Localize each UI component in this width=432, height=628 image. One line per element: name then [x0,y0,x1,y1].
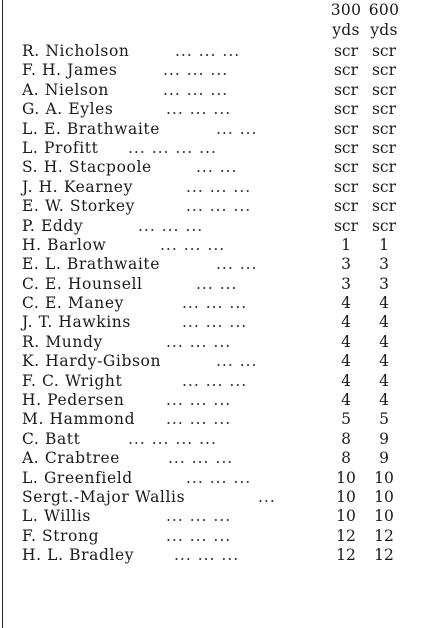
table-row [0,469,432,488]
score-300-yds: 8 [341,429,351,448]
score-300-yds: scr [333,138,359,157]
score-300-yds: scr [333,197,359,216]
competitor-name: H. L. Bradley [22,546,135,565]
leader-dots: ... ... ... [182,371,248,390]
score-600-yds: scr [371,138,397,157]
score-300-yds: 10 [336,507,356,526]
score-600-yds: 4 [379,371,389,390]
table-row [0,488,432,507]
table-row [0,61,432,80]
leader-dots: ... ... ... [163,80,229,99]
leader-dots: ... ... ... ... [128,429,217,448]
leader-dots: ... ... ... [186,468,252,487]
score-600-yds: 12 [374,526,394,545]
competitor-name: E. L. Brathwaite [22,255,161,274]
score-300-yds: 4 [341,294,351,313]
leader-dots: ... ... ... [182,294,248,313]
score-300-yds: 3 [341,274,351,293]
table-row [0,178,432,197]
competitor-name: F. C. Wright [22,371,123,390]
score-300-yds: 4 [341,371,351,390]
table-row [0,197,432,216]
competitor-name: F. H. James [22,61,118,80]
leader-dots: ... ... ... ... [128,138,217,157]
score-600-yds: scr [371,216,397,235]
leader-dots: ... ... ... [166,410,232,429]
competitor-name: J. T. Hawkins [22,313,131,332]
score-600-yds: scr [371,42,397,60]
score-300-yds: 3 [341,255,351,274]
table-row [0,120,432,139]
table-row [0,372,432,391]
score-300-yds: 4 [341,391,351,410]
table-row [0,100,432,119]
leader-dots: ... ... ... [163,61,229,80]
competitor-name: M. Hammond [22,410,136,429]
leader-dots: ... ... ... [166,391,232,410]
score-300-yds: 12 [336,546,356,565]
competitor-name: A. Nielson [22,80,109,99]
competitor-name: L. Willis [22,507,91,526]
score-300-yds: scr [333,100,359,119]
competitor-name: A. Crabtree [22,449,121,468]
score-600-yds: 4 [379,294,389,313]
score-300-yds: scr [333,42,359,60]
leader-dots: ... ... ... [186,177,252,196]
table-row [0,42,432,61]
table-row [0,449,432,468]
score-300-yds: 4 [341,352,351,371]
score-600-yds: 5 [379,410,389,429]
score-600-yds: 4 [379,332,389,351]
score-600-yds: 10 [374,507,394,526]
score-300-yds: scr [333,80,359,99]
score-300-yds: 10 [336,468,356,487]
table-row [0,217,432,236]
leader-dots: ... ... ... [182,313,248,332]
score-300-yds: 12 [336,526,356,545]
leader-dots: ... ... ... [175,42,241,60]
competitor-name: J. H. Kearney [22,177,133,196]
leader-dots: ... ... [196,274,238,293]
table-row [0,527,432,546]
table-row [0,255,432,274]
table-row [0,352,432,371]
leader-dots: ... ... ... [138,216,204,235]
leader-dots: ... ... ... [166,332,232,351]
table-row [0,81,432,100]
competitor-name: Sergt.-Major Wallis [22,487,186,506]
leader-dots: ... ... [216,119,258,138]
table-row [0,294,432,313]
score-300-yds: 1 [341,235,351,254]
score-600-yds: 3 [379,255,389,274]
score-600-yds: 9 [379,429,389,448]
leader-dots: ... [258,487,276,506]
leader-dots: ... ... ... [174,546,240,565]
competitor-name: K. Hardy-Gibson [22,352,162,371]
score-600-yds: 4 [379,313,389,332]
header-300-number: 300 [330,1,362,19]
competitor-name: L. Greenfield [22,468,133,487]
score-300-yds: scr [333,158,359,177]
leader-dots: ... ... [216,352,258,371]
table-row [0,507,432,526]
header-600-number: 600 [368,1,400,19]
score-600-yds: scr [371,61,397,80]
competitor-name: F. Strong [22,526,100,545]
leader-dots: ... ... ... [166,507,232,526]
header-600-yds [364,0,404,40]
table-row [0,139,432,158]
score-600-yds: scr [371,197,397,216]
score-300-yds: scr [333,119,359,138]
table-row [0,158,432,177]
leader-dots: ... ... ... [166,526,232,545]
table-row [0,333,432,352]
competitor-name: L. E. Brathwaite [22,119,161,138]
score-600-yds: 10 [374,468,394,487]
score-600-yds: scr [371,158,397,177]
score-600-yds: 10 [374,487,394,506]
leader-dots: ... ... ... [160,235,226,254]
header-300-unit: yds [332,21,360,39]
score-300-yds: 5 [341,410,351,429]
table-row [0,546,432,565]
score-300-yds: 4 [341,332,351,351]
table-row [0,391,432,410]
table-row [0,313,432,332]
score-300-yds: 10 [336,487,356,506]
competitor-name: P. Eddy [22,216,84,235]
score-300-yds: scr [333,61,359,80]
score-600-yds: 9 [379,449,389,468]
competitor-name: H. Barlow [22,235,107,254]
score-600-yds: 4 [379,352,389,371]
table-row [0,236,432,255]
competitor-name: R. Mundy [22,332,103,351]
leader-dots: ... ... ... [168,449,234,468]
leader-dots: ... ... ... [166,100,232,119]
score-600-yds: 4 [379,391,389,410]
table-row [0,275,432,294]
leader-dots: ... ... [196,158,238,177]
competitor-name: E. W. Storkey [22,197,135,216]
competitor-name: G. A. Eyles [22,100,114,119]
score-300-yds: scr [333,177,359,196]
score-600-yds: 1 [379,235,389,254]
score-600-yds: 3 [379,274,389,293]
competitor-name: H. Pedersen [22,391,125,410]
score-600-yds: 12 [374,546,394,565]
score-600-yds: scr [371,100,397,119]
score-600-yds: scr [371,80,397,99]
score-300-yds: scr [333,216,359,235]
competitor-name: S. H. Stacpoole [22,158,152,177]
score-600-yds: scr [371,177,397,196]
header-600-unit: yds [370,21,398,39]
score-300-yds: 8 [341,449,351,468]
leader-dots: ... ... [216,255,258,274]
table-row [0,410,432,429]
score-rows [0,42,432,566]
competitor-name: R. Nicholson [22,42,130,60]
competitor-name: C. Batt [22,429,81,448]
competitor-name: L. Profitt [22,138,99,157]
leader-dots: ... ... ... [186,197,252,216]
score-600-yds: scr [371,119,397,138]
competitor-name: C. E. Hounsell [22,274,143,293]
header-300-yds [326,0,366,40]
table-row [0,430,432,449]
score-300-yds: 4 [341,313,351,332]
competitor-name: C. E. Maney [22,294,124,313]
